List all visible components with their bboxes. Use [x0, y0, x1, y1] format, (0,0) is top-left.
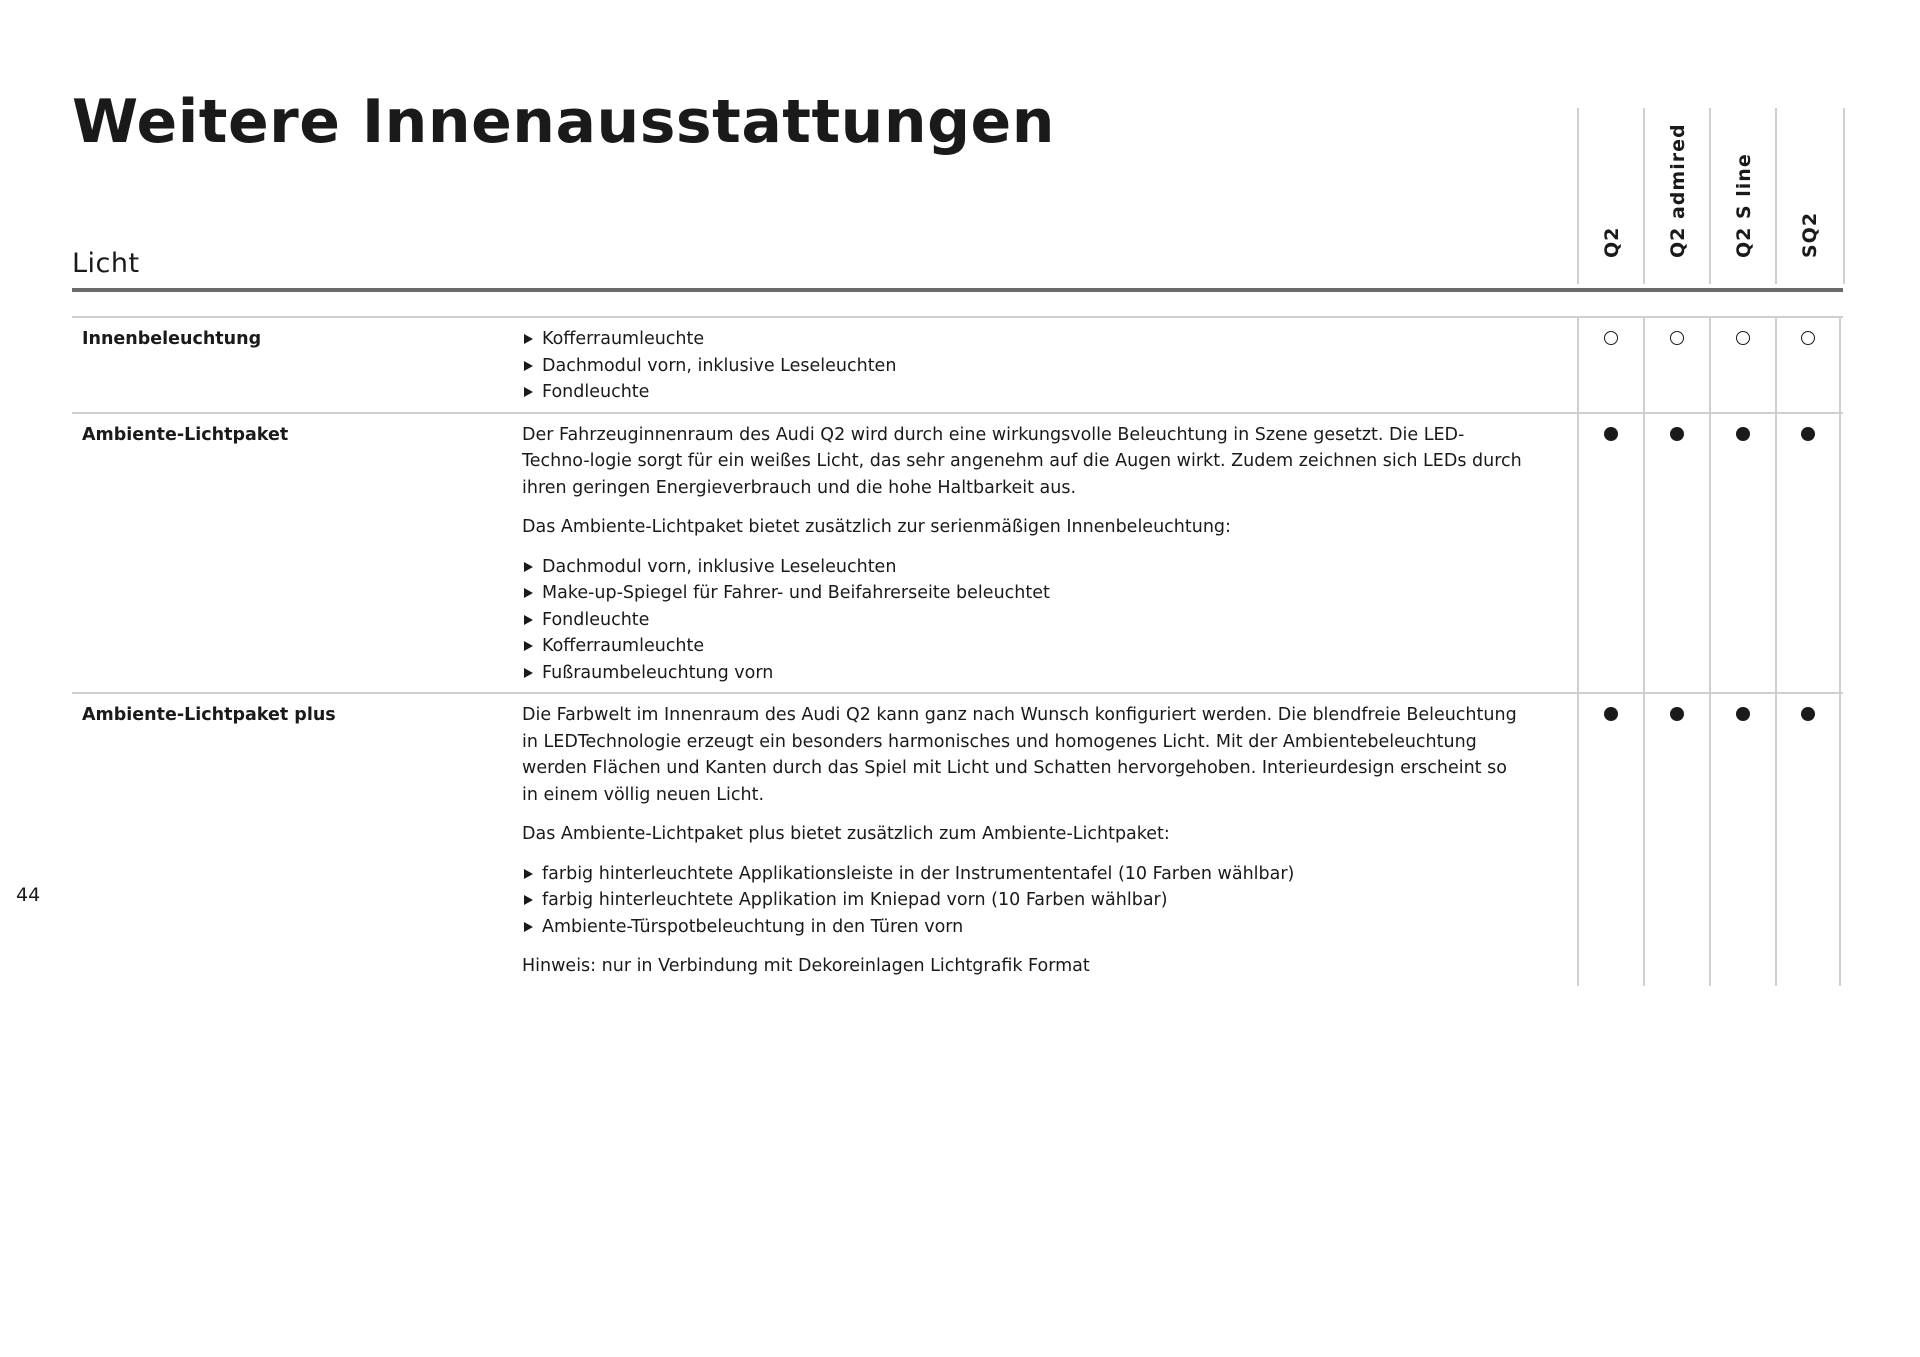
note-paragraph: Hinweis: nur in Verbindung mit Dekoreinlagen Lichtgrafik Format [522, 956, 1090, 976]
list-item: Fußraumbeleuchtung vorn [522, 660, 1522, 687]
column-header-label: Q2 admired [1667, 123, 1689, 258]
column-header-label: SQ2 [1799, 211, 1821, 258]
column-header-sq2 [1775, 108, 1845, 284]
column-header-q2 [1577, 108, 1645, 284]
filled-circle-icon [1604, 707, 1618, 721]
description-paragraph: Der Fahrzeuginnenraum des Audi Q2 wird durch eine wirkungsvolle Beleuchtung in Szene gesetzt. Die LED-Techno-logie sorgt für ein weißes Licht, das sehr angenehm auf die Augen wirkt. Zudem zeichnen sich LEDs durch ihren geringen Energieverbrauch und die hohe Haltbarkeit aus. [522, 424, 1522, 498]
filled-circle-icon [1736, 427, 1750, 441]
table-row [72, 692, 1843, 986]
open-circle-icon [1604, 331, 1618, 345]
equipment-table [72, 316, 1843, 986]
list-item: Ambiente-Türspotbeleuchtung in den Türen vorn [522, 914, 1522, 941]
page-title: Weitere Innenausstattungen [72, 87, 1055, 157]
open-circle-icon [1736, 331, 1750, 345]
availability-marks [1577, 694, 1841, 986]
filled-circle-icon [1801, 427, 1815, 441]
row-label: Innenbeleuchtung [82, 329, 262, 349]
mark-cell [1577, 694, 1643, 986]
list-item: Dachmodul vorn, inklusive Leseleuchten [522, 353, 1522, 380]
row-description [522, 694, 1522, 986]
mark-cell [1775, 318, 1841, 412]
list-item: Fondleuchte [522, 607, 1522, 634]
open-circle-icon [1670, 331, 1684, 345]
mark-cell [1709, 318, 1775, 412]
filled-circle-icon [1604, 427, 1618, 441]
description-paragraph: Die Farbwelt im Innenraum des Audi Q2 kann ganz nach Wunsch konfiguriert werden. Die blendfreie Beleuchtung in LEDTechnologie erzeugt ein besonders harmonisches und homogenes Licht. Mit der Ambientebeleuchtung werden Flächen und Kanten durch das Spiel mit Licht und Schatten hervorgehoben. Interieurdesign erscheint so in einem völlig neuen Licht. [522, 705, 1517, 805]
row-description [522, 318, 1522, 412]
mark-cell [1709, 414, 1775, 693]
feature-list [522, 326, 1522, 406]
mark-cell [1577, 318, 1643, 412]
mark-cell [1643, 318, 1709, 412]
mark-cell [1577, 414, 1643, 693]
description-paragraph: Das Ambiente-Lichtpaket plus bietet zusätzlich zum Ambiente-Lichtpaket: [522, 824, 1170, 844]
table-row [72, 316, 1843, 412]
column-header-q2-s-line [1709, 108, 1777, 284]
mark-cell [1643, 694, 1709, 986]
mark-cell [1775, 694, 1841, 986]
availability-marks [1577, 318, 1841, 412]
availability-marks [1577, 414, 1841, 693]
section-heading: Licht [72, 248, 140, 279]
row-label: Ambiente-Lichtpaket plus [82, 705, 336, 725]
table-row [72, 412, 1843, 693]
filled-circle-icon [1801, 707, 1815, 721]
mark-cell [1775, 414, 1841, 693]
column-header-label: Q2 [1601, 226, 1623, 258]
page-number: 44 [16, 884, 41, 906]
mark-cell [1643, 414, 1709, 693]
header-rule [72, 288, 1843, 292]
feature-list [522, 861, 1522, 941]
column-header-label: Q2 S line [1733, 153, 1755, 258]
row-label: Ambiente-Lichtpaket [82, 424, 289, 445]
filled-circle-icon [1670, 707, 1684, 721]
list-item: farbig hinterleuchtete Applikationsleiste in der Instrumententafel (10 Farben wählbar) [522, 861, 1522, 888]
filled-circle-icon [1736, 707, 1750, 721]
row-description [522, 414, 1522, 693]
list-item: Make-up-Spiegel für Fahrer- und Beifahrerseite beleuchtet [522, 580, 1522, 607]
filled-circle-icon [1670, 427, 1684, 441]
list-item: Kofferraumleuchte [522, 326, 1522, 353]
column-header-q2-admired [1643, 108, 1711, 284]
feature-list [522, 554, 1522, 687]
list-item: farbig hinterleuchtete Applikation im Kniepad vorn (10 Farben wählbar) [522, 887, 1522, 914]
list-item: Fondleuchte [522, 379, 1522, 406]
list-item: Dachmodul vorn, inklusive Leseleuchten [522, 554, 1522, 581]
open-circle-icon [1801, 331, 1815, 345]
list-item: Kofferraumleuchte [522, 633, 1522, 660]
mark-cell [1709, 694, 1775, 986]
description-paragraph: Das Ambiente-Lichtpaket bietet zusätzlich zur serienmäßigen Innenbeleuchtung: [522, 517, 1231, 537]
